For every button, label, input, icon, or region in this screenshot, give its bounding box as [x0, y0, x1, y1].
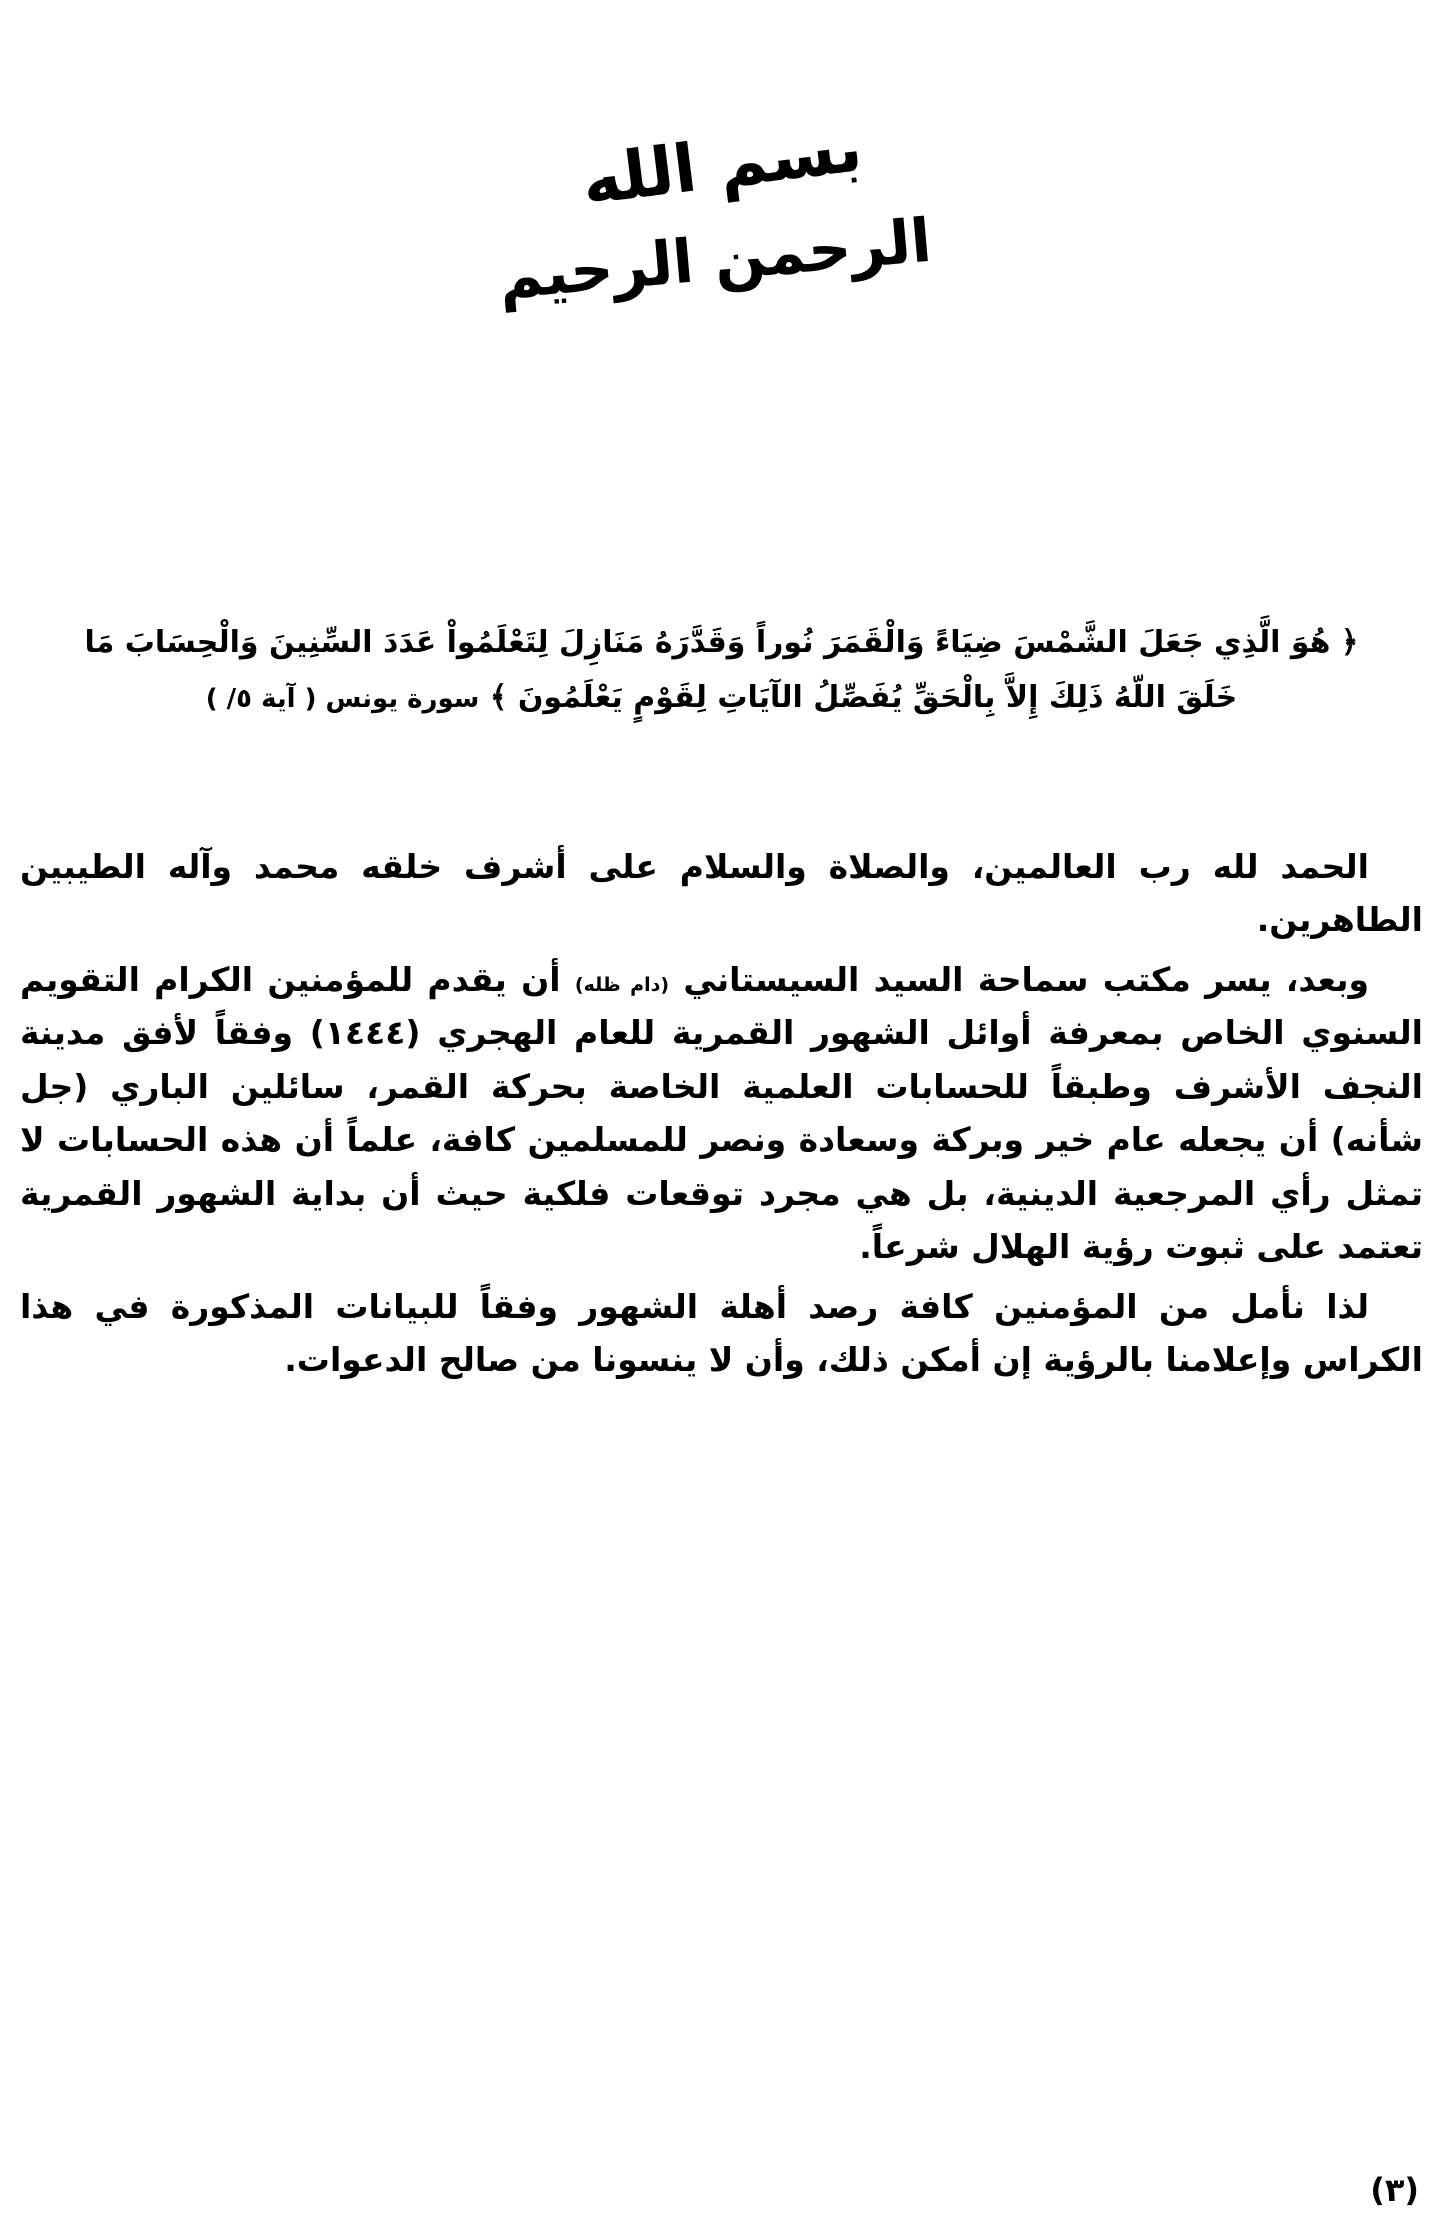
- verse-line-2-text: خَلَقَ اللّهُ ذَلِكَ إِلاَّ بِالْحَقِّ يُفَصِّلُ الآيَاتِ لِقَوْمٍ يَعْلَمُونَ ﴾: [489, 680, 1238, 715]
- basmala-line-2: الرحمن الرحيم: [495, 205, 934, 314]
- basmala-calligraphy: [0, 109, 1443, 384]
- verse-line-2: [40, 675, 1403, 720]
- basmala-line-1: بسم الله: [577, 109, 866, 220]
- paragraph-introduction: [20, 953, 1423, 1274]
- intro-text-after: أن يقدم للمؤمنين الكرام التقويم السنوي الخاص بمعرفة أوائل الشهور القمرية للعام الهجري (١٤٤٤) وفقاً لأفق مدينة النجف الأشرف وطبقاً للحسابات العلمية الخاصة بحركة القمر، سائلين الباري (جل شأنه) أن يجعله عام خير وبركة وسعادة ونصر للمسلمين كافة، علماً أن هذه الحسابات لا تمثل رأي المرجعية الدينية، بل هي مجرد توقعات فلكية حيث أن بداية الشهور القمرية تعتمد على ثبوت رؤية الهلال شرعاً.: [20, 959, 1423, 1267]
- paragraph-praise: الحمد لله رب العالمين، والصلاة والسلام على أشرف خلقه محمد وآله الطيبين الطاهرين.: [20, 847, 1423, 940]
- verse-reference: سورة يونس ( آية ٥/ ): [205, 684, 480, 714]
- paragraph-request: لذا نأمل من المؤمنين كافة رصد أهلة الشهور وفقاً للبيانات المذكورة في هذا الكراس وإعلامنا بالرؤية إن أمكن ذلك، وأن لا ينسونا من صالح الدعوات.: [20, 1286, 1423, 1380]
- intro-text-before: وبعد، يسر مكتب سماحة السيد السيستاني: [669, 959, 1370, 999]
- body-text: [20, 840, 1423, 1393]
- verse-line-1: ﴿ هُوَ الَّذِي جَعَلَ الشَّمْسَ ضِيَاءً وَالْقَمَرَ نُوراً وَقَدَّرَهُ مَنَازِلَ لِتَعْلَمُواْ عَدَدَ السِّنِينَ وَالْحِسَابَ مَا: [84, 625, 1359, 660]
- intro-inline-note: (دام ظله): [574, 973, 670, 996]
- page-number: (٣): [1370, 2171, 1419, 2209]
- quran-verse: [40, 620, 1403, 720]
- basmala-art: [495, 109, 934, 380]
